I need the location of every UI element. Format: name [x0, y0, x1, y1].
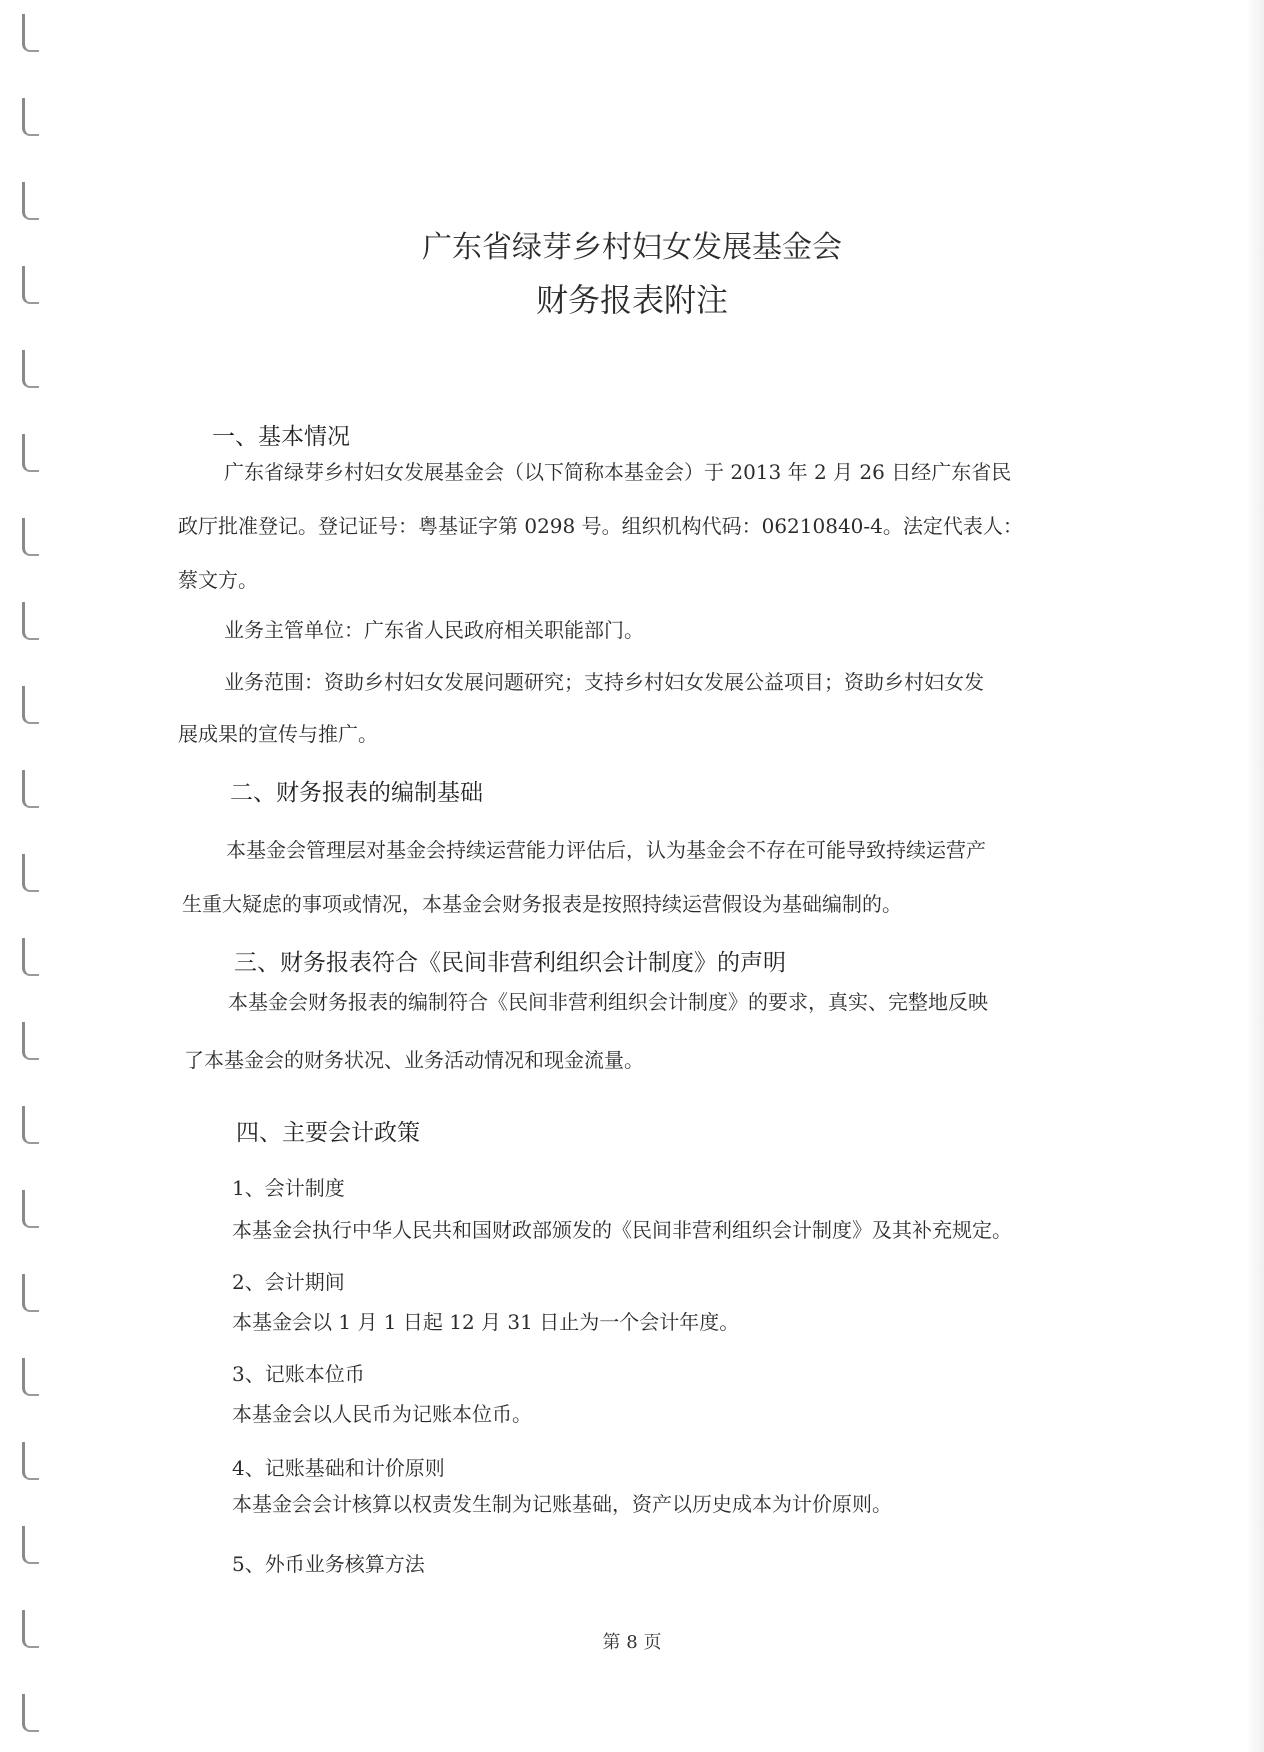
binding-hole-mark	[22, 350, 39, 388]
section1-paragraph1-line3: 蔡文方。	[178, 568, 258, 592]
section1-paragraph2: 业务主管单位：广东省人民政府相关职能部门。	[224, 618, 644, 642]
policy-item-text: 本基金会以人民币为记账本位币。	[232, 1402, 532, 1426]
policy-item-title: 2、会计期间	[232, 1270, 345, 1294]
section1-paragraph3-line2: 展成果的宣传与推广。	[178, 722, 378, 746]
binding-hole-mark	[22, 1190, 39, 1228]
section1-paragraph3-line1: 业务范围：资助乡村妇女发展问题研究；支持乡村妇女发展公益项目；资助乡村妇女发	[224, 670, 984, 694]
section3-heading: 三、财务报表符合《民间非营利组织会计制度》的声明	[234, 950, 786, 976]
section4-heading: 四、主要会计政策	[236, 1120, 420, 1146]
section1-paragraph1-line1: 广东省绿芽乡村妇女发展基金会（以下简称本基金会）于 2013 年 2 月 26 日经广东省民	[224, 460, 1012, 484]
binding-hole-mark	[22, 1358, 39, 1396]
section1-heading: 一、基本情况	[212, 424, 350, 450]
policy-item-text: 本基金会会计核算以权责发生制为记账基础，资产以历史成本为计价原则。	[232, 1492, 892, 1516]
binding-hole-mark	[22, 434, 39, 472]
binding-hole-mark	[22, 770, 39, 808]
binding-hole-mark	[22, 938, 39, 976]
binding-hole-mark	[22, 1274, 39, 1312]
binding-hole-mark	[22, 1022, 39, 1060]
binding-hole-mark	[22, 1526, 39, 1564]
binding-hole-mark	[22, 1106, 39, 1144]
policy-item-text: 本基金会执行中华人民共和国财政部颁发的《民间非营利组织会计制度》及其补充规定。	[232, 1218, 1012, 1242]
binding-hole-mark	[22, 518, 39, 556]
binding-hole-mark	[22, 1442, 39, 1480]
document-subtitle: 财务报表附注	[535, 281, 728, 319]
binding-hole-mark	[22, 98, 39, 136]
page-number: 第 8 页	[602, 1632, 662, 1653]
binding-hole-mark	[22, 854, 39, 892]
policy-item-title: 5、外币业务核算方法	[232, 1552, 425, 1576]
section2-paragraph-line1: 本基金会管理层对基金会持续运营能力评估后，认为基金会不存在可能导致持续运营产	[226, 838, 986, 862]
document-title: 广东省绿芽乡村妇女发展基金会	[422, 230, 842, 265]
binding-hole-mark	[22, 686, 39, 724]
binding-hole-mark	[22, 14, 39, 52]
binding-hole-mark	[22, 1694, 39, 1732]
policy-item-text: 本基金会以 1 月 1 日起 12 月 31 日止为一个会计年度。	[232, 1310, 740, 1334]
section2-paragraph-line2: 生重大疑虑的事项或情况，本基金会财务报表是按照持续运营假设为基础编制的。	[182, 892, 902, 916]
policy-item-title: 1、会计制度	[232, 1176, 345, 1200]
binding-hole-mark	[22, 602, 39, 640]
section2-heading: 二、财务报表的编制基础	[230, 780, 483, 806]
policy-item-title: 4、记账基础和计价原则	[232, 1456, 445, 1480]
binding-hole-mark	[22, 182, 39, 220]
section3-paragraph-line1: 本基金会财务报表的编制符合《民间非营利组织会计制度》的要求，真实、完整地反映	[228, 990, 988, 1014]
section3-paragraph-line2: 了本基金会的财务状况、业务活动情况和现金流量。	[184, 1048, 644, 1072]
policy-item-title: 3、记账本位币	[232, 1362, 365, 1386]
section1-paragraph1-line2: 政厅批准登记。登记证号：粤基证字第 0298 号。组织机构代码：06210840-4。法定代表人：	[178, 514, 1023, 538]
